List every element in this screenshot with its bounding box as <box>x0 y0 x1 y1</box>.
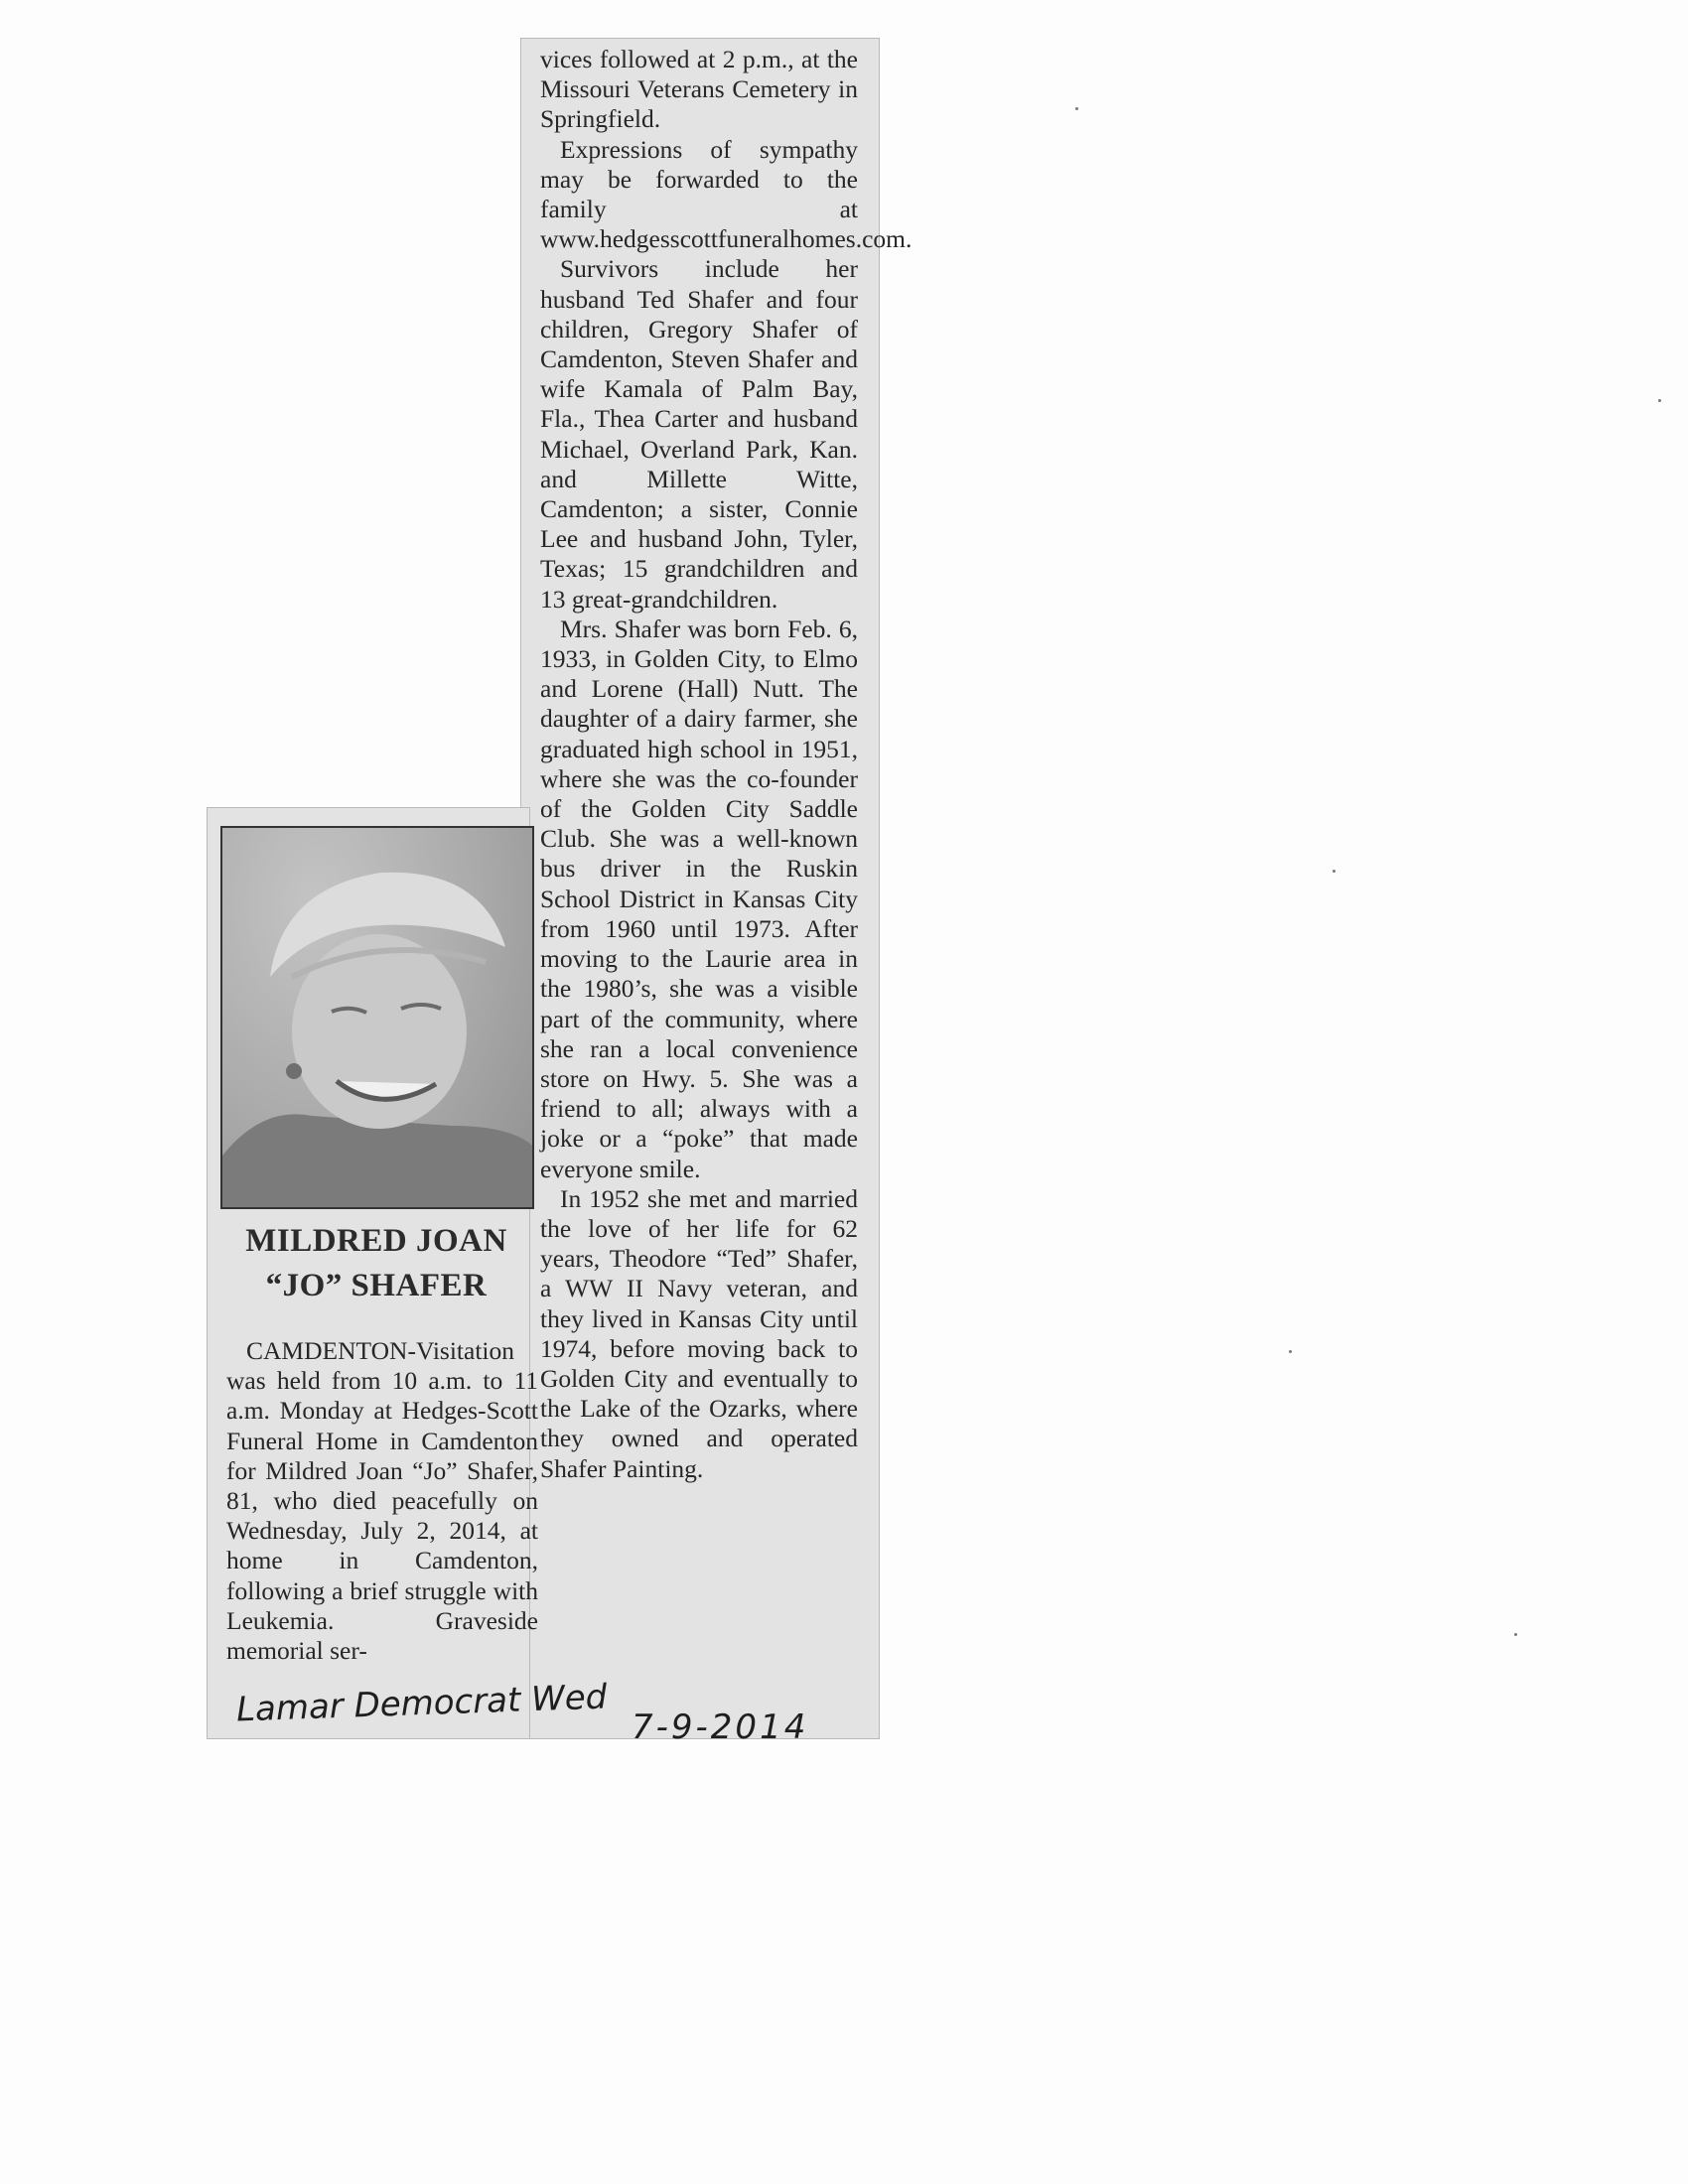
scan-speck <box>1075 107 1078 110</box>
obituary-right-column <box>540 45 913 1484</box>
scan-speck <box>1289 1350 1292 1353</box>
obituary-left-column <box>226 1336 538 1666</box>
paragraph-survivors: Survivors include her husband Ted Shafer and four children, Gregory Shafer of Camdenton, Steven Shafer and wife Kamala of Palm Bay, Fla., Thea Carter and husband Michael, Overland Park, Kan. and Millette Witte, Camdenton; a sister, Connie Lee and husband John, Tyler, Texas; 15 grandchildren and 13 great-grandchildren. <box>540 254 858 614</box>
handwritten-annotation <box>235 1677 872 1773</box>
obituary-photo <box>220 826 534 1209</box>
headline-nickname: “JO” SHAFER <box>265 1268 488 1303</box>
handwritten-source: Lamar Democrat Wed <box>235 1677 608 1730</box>
paragraph-services: vices followed at 2 p.m., at the Missouri Veterans Cemetery in Springfield. <box>540 45 858 134</box>
paragraph-marriage: In 1952 she met and married the love of her life for 62 years, Theodore “Ted” Shafer, a WW II Navy veteran, and they lived in Kansas City until 1974, before moving back to Golden City and eventually to the Lake of the Ozarks, where they owned and operated Shafer Painting. <box>540 1183 858 1483</box>
paragraph-biography: Mrs. Shafer was born Feb. 6, 1933, in Golden City, to Elmo and Lorene (Hall) Nutt. The daughter of a dairy farmer, she graduated high school in 1951, where she was the co-founder of the Golden City Saddle Club. She was a well-known bus driver in the Ruskin School District in Kansas City from 1960 until 1973. After moving to the Laurie area in the 1980’s, she was a visible part of the community, where she ran a local convenience store on Hwy. 5. She was a friend to all; always with a joke or a “poke” that made everyone smile. <box>540 614 858 1183</box>
headline-name: MILDRED JOAN <box>245 1223 507 1259</box>
paragraph-visitation: CAMDENTON-Visitation was held from 10 a.m. to 11 a.m. Monday at Hedges-Scott Funeral Home in Camdenton for Mildred Joan “Jo” Shafer, 81, who died peacefully on Wednesday, July 2, 2014, at home in Camdenton, following a brief struggle with Leukemia. Graveside memorial ser- <box>226 1336 538 1666</box>
handwritten-date: 7-9-2014 <box>632 1707 809 1747</box>
paragraph-sympathy: Expressions of sympathy may be forwarded to the family at www.hedgesscottfuneralhomes.com. <box>540 134 913 254</box>
scan-speck <box>1333 870 1336 873</box>
scan-speck <box>1514 1633 1517 1636</box>
scan-speck <box>1658 399 1661 402</box>
portrait-image <box>222 828 532 1207</box>
obituary-headline <box>212 1219 540 1308</box>
